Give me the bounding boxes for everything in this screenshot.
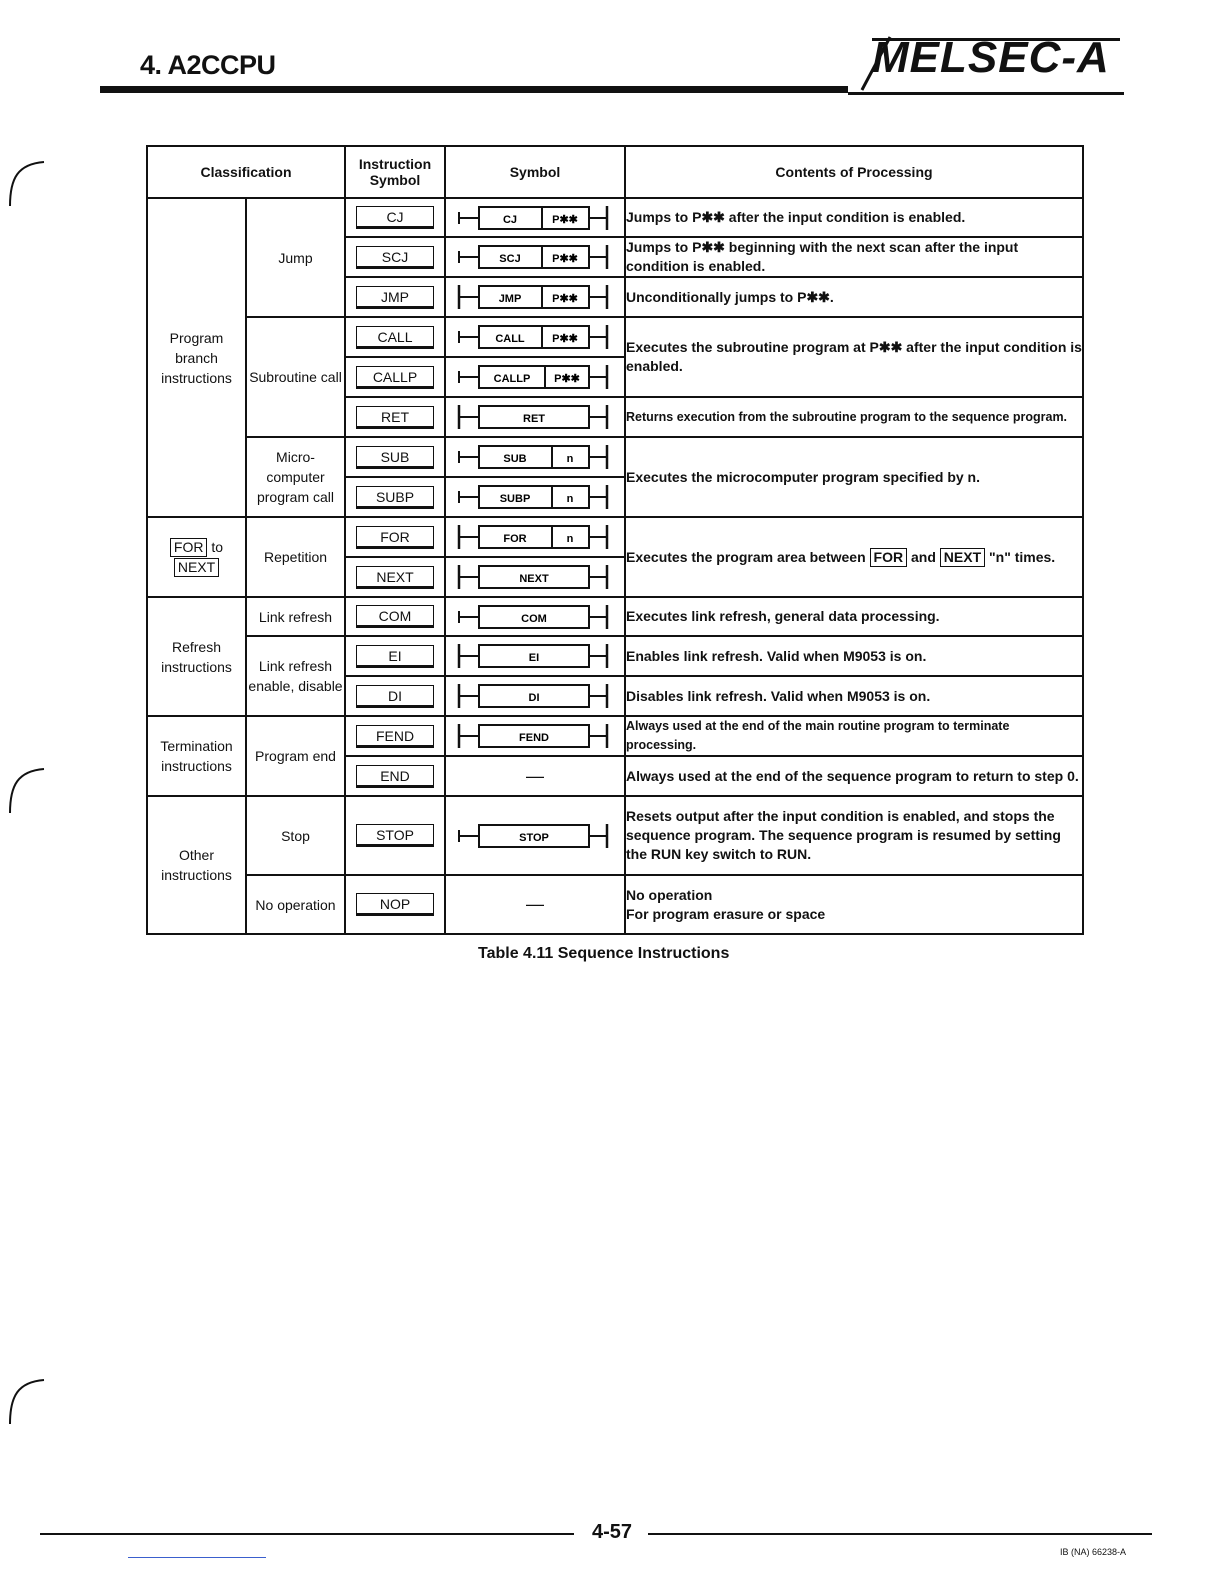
header-rule (100, 86, 848, 93)
table-row (147, 875, 1083, 934)
table-caption: Table 4.11 Sequence Instructions (478, 945, 730, 962)
symbol-arg: n (566, 533, 574, 545)
instruction-box: EI (356, 645, 434, 668)
instruction-box: CALL (356, 326, 434, 349)
desc-pre: Executes the program area between (626, 548, 866, 565)
header-contents: Contents of Processing (625, 146, 1083, 198)
symbol-name: FOR (503, 533, 527, 545)
section-title: 4. A2CCPU (140, 50, 276, 80)
sub-no-operation: No operation (246, 875, 345, 934)
symbol-name: SUB (503, 453, 527, 465)
page-number: 4-57 (592, 1521, 633, 1543)
symbol-name: JMP (498, 293, 522, 305)
instruction-box: CALLP (356, 366, 434, 389)
binding-mark-icon (8, 158, 48, 208)
row-description: Jumps to P✱✱ after the input condition is enabled. (625, 198, 1083, 237)
symbol-name: RET (523, 413, 545, 425)
ladder-symbol (457, 243, 613, 271)
footer-rule-right (648, 1533, 1152, 1535)
desc-for-box: FOR (870, 548, 908, 567)
row-description: Enables link refresh. Valid when M9053 is on. (625, 636, 1083, 676)
sub-micro-computer: Micro-computer program call (246, 437, 345, 517)
symbol-name: FEND (519, 732, 549, 744)
symbol-name: SUBP (499, 493, 531, 505)
row-description: Unconditionally jumps to P✱✱. (625, 277, 1083, 317)
ladder-symbol (457, 523, 613, 551)
sub-repetition: Repetition (246, 517, 345, 597)
next-key-box: NEXT (174, 558, 219, 577)
symbol-arg: n (566, 493, 574, 505)
symbol-name: SCJ (499, 253, 521, 265)
header-symbol: Symbol (445, 146, 625, 198)
desc-and: and (911, 548, 936, 565)
symbol-none: — (526, 765, 544, 786)
sub-subroutine: Subroutine call (246, 317, 345, 437)
sub-program-end: Program end (246, 716, 345, 796)
ladder-symbol (457, 563, 613, 591)
ladder-symbol (457, 443, 613, 471)
table-row (147, 198, 1083, 237)
instruction-box: STOP (356, 824, 434, 847)
ladder-symbol (457, 204, 613, 232)
instruction-box: CJ (356, 206, 434, 229)
for-key-box: FOR (170, 538, 208, 557)
symbol-none: — (526, 894, 544, 914)
row-description: Always used at the end of the sequence program to return to step 0. (625, 756, 1083, 796)
ladder-symbol (457, 822, 613, 850)
symbol-name: CALL (495, 333, 525, 345)
instruction-box: SUBP (356, 486, 434, 509)
table-row (147, 716, 1083, 756)
table-header-row (147, 146, 1083, 198)
symbol-arg: n (566, 453, 574, 465)
ladder-symbol (457, 363, 613, 391)
ladder-symbol (457, 483, 613, 511)
group-termination: Termination instructions (147, 716, 246, 796)
desc-next-box: NEXT (940, 548, 985, 567)
sub-link-refresh: Link refresh (246, 597, 345, 636)
symbol-arg: P✱✱ (554, 373, 580, 385)
symbol-arg: P✱✱ (552, 293, 578, 305)
ladder-symbol (457, 283, 613, 311)
symbol-name: COM (521, 612, 547, 625)
group-program-branch: Program branch instructions (147, 198, 246, 517)
symbol-arg: P✱✱ (552, 213, 578, 226)
instruction-box: SUB (356, 446, 434, 469)
symbol-name: NEXT (519, 573, 549, 585)
instruction-box: FOR (356, 526, 434, 549)
symbol-name: STOP (519, 831, 549, 844)
row-description: Jumps to P✱✱ beginning with the next scan after the input condition is enabled. (625, 237, 1083, 277)
binding-mark-icon (8, 1376, 48, 1426)
ladder-symbol (457, 323, 613, 351)
header-classification: Classification (147, 146, 345, 198)
symbol-name: DI (528, 692, 540, 704)
row-description (625, 517, 1083, 597)
symbol-name: EI (528, 652, 540, 664)
row-description (625, 875, 1083, 934)
row-description: Resets output after the input condition is enabled, and stops the sequence program. The sequence program is resumed by setting the RUN key switch to RUN. (625, 796, 1083, 875)
header-instruction-symbol: Instruction Symbol (345, 146, 445, 198)
document-id: IB (NA) 66238-A (1060, 1547, 1127, 1557)
table-row (147, 517, 1083, 557)
instruction-box: JMP (356, 286, 434, 309)
instruction-box: END (356, 765, 434, 788)
sequence-instructions-table (146, 145, 1084, 935)
instruction-box: RET (356, 406, 434, 429)
footer-rule-left (40, 1533, 574, 1535)
sub-stop: Stop (246, 796, 345, 875)
sub-jump: Jump (246, 198, 345, 317)
instruction-box: NOP (356, 893, 434, 916)
table-row (147, 636, 1083, 676)
logo-bottom-line (848, 92, 1124, 95)
row-description: Always used at the end of the main routine program to terminate processing. (625, 716, 1083, 756)
ladder-symbol (457, 642, 613, 670)
symbol-name: CALLP (493, 373, 531, 385)
ladder-symbol (457, 603, 613, 631)
row-description: Disables link refresh. Valid when M9053 is on. (625, 676, 1083, 716)
ladder-symbol (457, 682, 613, 710)
group-refresh: Refresh instructions (147, 597, 246, 716)
instruction-box: DI (356, 685, 434, 708)
group-for-next (147, 517, 246, 597)
ladder-symbol (457, 722, 613, 750)
instruction-box: COM (356, 605, 434, 628)
table-row (147, 437, 1083, 477)
group-other: Other instructions (147, 796, 246, 934)
instruction-box: FEND (356, 725, 434, 748)
ladder-symbol (457, 403, 613, 431)
table-row (147, 597, 1083, 636)
table-row (147, 796, 1083, 875)
to-label: to (211, 539, 224, 555)
desc-line: No operation (626, 886, 713, 903)
row-description: Returns execution from the subroutine program to the sequence program. (625, 397, 1083, 437)
binding-mark-icon (8, 765, 48, 815)
brand-logo: MELSEC-A (872, 33, 1110, 82)
footer-link-line (128, 1557, 266, 1558)
symbol-arg: P✱✱ (552, 333, 578, 345)
desc-line: For program erasure or space (626, 905, 826, 922)
table-row (147, 317, 1083, 357)
instruction-box: SCJ (356, 246, 434, 269)
instruction-box: NEXT (356, 566, 434, 589)
symbol-arg: P✱✱ (552, 253, 578, 265)
row-description: Executes the microcomputer program specified by n. (625, 437, 1083, 517)
symbol-name: CJ (502, 213, 518, 226)
row-description: Executes link refresh, general data processing. (625, 597, 1083, 636)
row-description: Executes the subroutine program at P✱✱ after the input condition is enabled. (625, 317, 1083, 397)
sub-link-enable-disable: Link refresh enable, disable (246, 636, 345, 716)
desc-post: "n" times. (989, 548, 1056, 565)
